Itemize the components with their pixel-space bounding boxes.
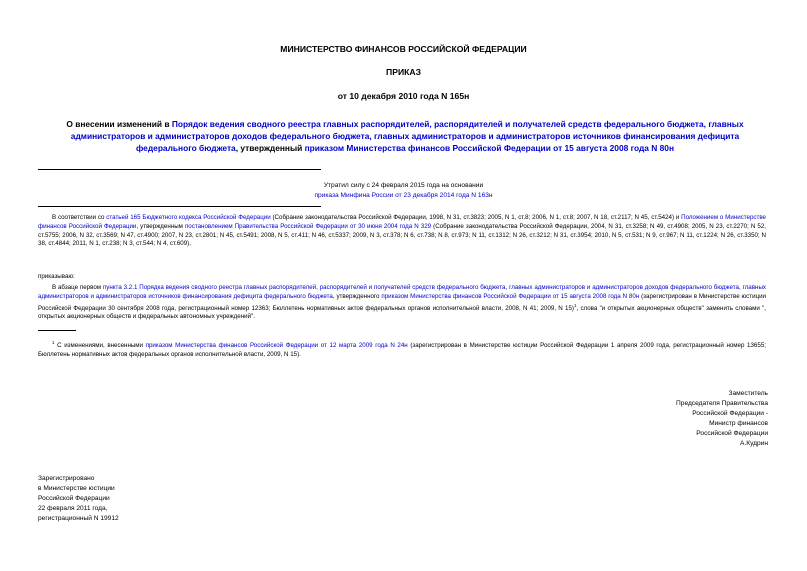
link-clause-3-2-1[interactable]: пункта 3.2.1 Порядка ведения сводного реестра главных распорядителей, распорядителей и получателей средств федерального бюджета, главных администраторов и администраторов доходов федерального бюджета, главных администраторов и администраторов источников финансирования дефицита федерального бюджета	[38, 284, 766, 300]
registration-line: 22 февраля 2011 года,	[38, 505, 108, 512]
title-middle: , утвержденный	[235, 143, 305, 153]
separator-line	[38, 169, 321, 170]
preamble-text: (Собрание законодательства Российской Федерации, 2004, N 31, ст.3258; N 49, ст.4908; 2005, N 23, ст.2270; N 52, ст.5755; 2006, N 32, ст.3569; N 47, ст.4900; 2007, N 23, ст.2801; N 45, ст.5491; 2008, N 5, ст.411; N 46, ст.5337; 2009, N 3, ст.378; N 6, ст.738; N 8, ст.973; N 11, ст.1312; N 26, ст.3212; N 31, ст.3954; 2010, N 5, ст.531; N 9, ст.967; N 11, ст.1224; N 26, ст.3350; N 38, ст.4844; 2011, N 1, ст.238; N 3, ст.544; N 4, ст.609),	[38, 222, 767, 248]
signature-line: Заместитель	[728, 390, 768, 397]
amendment-paragraph	[38, 284, 766, 322]
link-budget-code-art165[interactable]: статьей 165 Бюджетного кодекса Российской Федерации	[106, 214, 271, 221]
amendment-text: , слова "и открытых акционерных обществ" заменить словами ", открытых акционерных обществ и федеральных автономных учреждений".	[38, 304, 766, 321]
signature-name: А.Кудрин	[740, 440, 768, 447]
registration-line: регистрационный N 19912	[38, 515, 119, 522]
link-government-decree-329[interactable]: постановлением Правительства Российской Федерации от 30 июня 2004 года N 329	[184, 222, 432, 230]
signature-line: Министр финансов	[709, 420, 768, 427]
preamble-paragraph	[38, 214, 766, 249]
date-number-heading: от 10 декабря 2010 года N 165н	[337, 91, 470, 101]
title-link-order-80n[interactable]: приказом Министерства финансов Российской Федерации от 15 августа 2008 года N 80н	[304, 143, 675, 153]
status-note-link[interactable]: приказа Минфина России от 23 декабря 2014 года N 163н	[314, 192, 493, 199]
preamble-text: , утвержденным	[136, 222, 185, 230]
footnote-separator	[38, 330, 76, 331]
signature-line: Российской Федерации	[696, 430, 768, 437]
status-note-text: Утратил силу с 24 февраля 2015 года на основании	[323, 182, 484, 189]
document-type-heading: ПРИКАЗ	[386, 67, 421, 77]
footnote-text: С изменениями, внесенными	[54, 342, 146, 350]
preamble-text: (Собрание законодательства Российской Федерации, 1998, N 31, ст.3823; 2005, N 1, ст.8; 2006, N 1, ст.8; 2007, N 18, ст.2117; N 45, ст.5424) и	[270, 214, 682, 221]
link-order-80n[interactable]: приказом Министерства финансов Российской Федерации от 15 августа 2008 года N 80н	[381, 292, 640, 300]
signature-line: Российской Федерации -	[692, 410, 768, 417]
title-prefix: О внесении изменений в	[66, 119, 172, 129]
footnote	[38, 339, 766, 360]
preamble-text: В соответствии со	[52, 214, 107, 221]
registration-block	[38, 474, 338, 524]
title-link-procedure[interactable]: Порядок ведения сводного реестра главных распорядителей, распорядителей и получателей средств федерального бюджета, главных администраторов и администраторов доходов федерального бюджета, главных администраторов и администраторов источников финансирования дефицита федерального бюджета	[70, 119, 744, 153]
footnote-text: (зарегистрирован в Министерстве юстиции Российской Федерации 1 апреля 2009 года, регистрационный номер 13655; Бюллетень нормативных актов федеральных органов исполнительной власти, 2009, N 15).	[38, 342, 766, 358]
link-order-24n[interactable]: приказом Министерства финансов Российской Федерации от 12 марта 2009 года N 24н	[145, 342, 408, 350]
signature-line: Председателя Правительства	[676, 400, 768, 407]
registration-line: Зарегистрировано	[38, 475, 95, 482]
footnote-reference[interactable]: 1	[573, 302, 577, 308]
ministry-heading: МИНИСТЕРСТВО ФИНАНСОВ РОССИЙСКОЙ ФЕДЕРАЦИИ	[280, 44, 527, 54]
registration-line: Российской Федерации	[38, 495, 110, 502]
signature-block	[468, 389, 768, 449]
registration-line: в Министерстве юстиции	[38, 485, 115, 492]
separator-line	[38, 206, 321, 207]
link-ministry-regulation[interactable]: Положением о Министерстве финансов Российской Федерации	[38, 214, 766, 230]
footnote-mark: 1	[52, 340, 55, 345]
document-title	[42, 118, 768, 154]
amendment-text: В абзаце первом	[52, 284, 103, 291]
amendment-text: , утвержденного	[332, 292, 382, 300]
order-word: приказываю:	[38, 273, 75, 280]
amendment-text: (зарегистрирован в Министерстве юстиции Российской Федерации 30 сентября 2008 года, регистрационный номер 12363; Бюллетень нормативных актов федеральных органов исполнительной власти, 2008, N 41; 2009, N 15)	[38, 292, 767, 312]
